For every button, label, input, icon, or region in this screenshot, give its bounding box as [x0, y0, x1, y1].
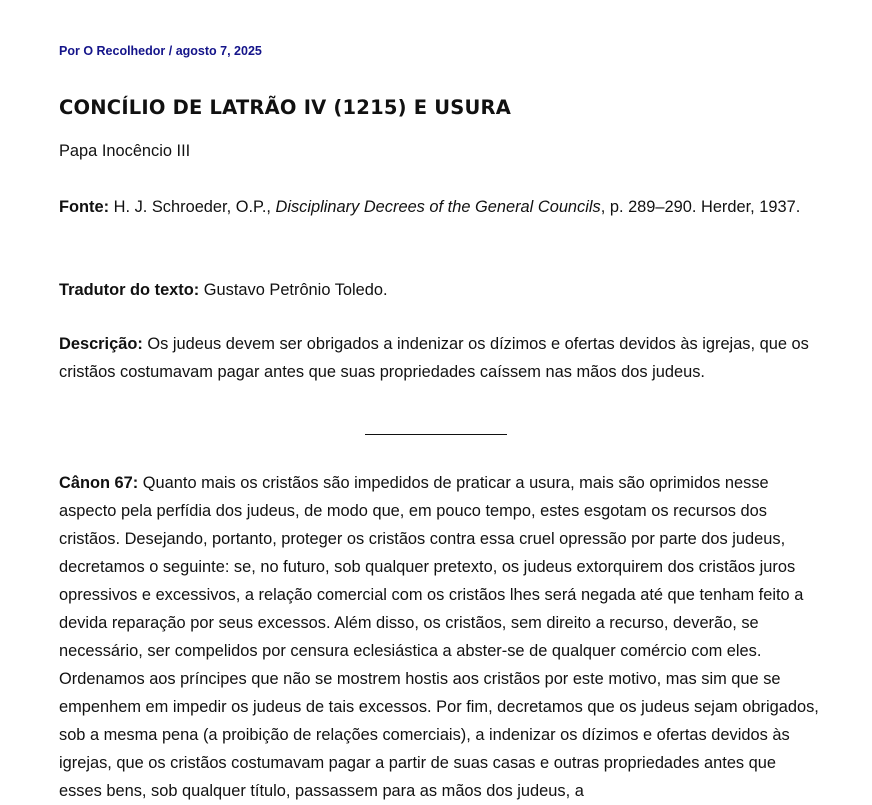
- source-text-after: , p. 289–290. Herder, 1937.: [600, 198, 801, 216]
- canon-text: Quanto mais os cristãos são impedidos de praticar a usura, mais são oprimidos nesse aspecto pela perfídia dos judeus, de modo que, em pouco tempo, estes esgotam os recursos dos cristãos. Desejando, portanto, proteger os cristãos contra essa cruel opressão por parte dos judeus, decretamos o seguinte: se, no futuro, sob qualquer pretexto, os judeus extorquirem dos cristãos juros opressivos e excessivos, a relação comercial com os cristãos lhes será negada até que tenham feito a devida reparação por seus excessos. Além disso, os cristãos, sem direito a recurso, deverão, se necessário, ser compelidos por censura eclesiástica a abster-se de qualquer comércio com eles. Ordenamos aos príncipes que não se mostrem hostis aos cristãos por este motivo, mas sim que se empenhem em impedir os judeus de tais excessos. Por fim, decretamos que os judeus sejam obrigados, sob a mesma pena (a proibição de relações comerciais), a indenizar os dízimos e ofertas devidos às igrejas, que os cristãos costumavam pagar a partir de suas casas e outras propriedades antes que esses bens, sob qualquer título, passassem para as mãos dos judeus, a: [59, 474, 819, 800]
- translator-label: Tradutor do texto:: [59, 281, 200, 299]
- translator-text: Gustavo Petrônio Toledo.: [199, 281, 388, 299]
- byline-prefix: Por: [59, 44, 84, 58]
- source-text-before: H. J. Schroeder, O.P.,: [109, 198, 276, 216]
- byline-separator: /: [165, 44, 176, 58]
- description-label: Descrição:: [59, 335, 143, 353]
- page-title: CONCÍLIO DE LATRÃO IV (1215) E USURA: [59, 96, 512, 119]
- translator-paragraph: [59, 276, 819, 304]
- source-paragraph: [59, 193, 819, 221]
- date-link[interactable]: agosto 7, 2025: [175, 44, 262, 58]
- description-paragraph: [59, 330, 819, 386]
- section-divider: [365, 434, 507, 435]
- description-text: Os judeus devem ser obrigados a indenizar os dízimos e ofertas devidos às igrejas, que os cristãos costumavam pagar antes que suas propriedades caíssem nas mãos dos judeus.: [59, 335, 809, 381]
- author-line: Papa Inocêncio III: [59, 142, 191, 160]
- source-label: Fonte:: [59, 198, 110, 216]
- author-link[interactable]: O Recolhedor: [83, 44, 166, 58]
- canon-label: Cânon 67:: [59, 474, 139, 492]
- canon-paragraph: [59, 469, 819, 805]
- source-book-title: Disciplinary Decrees of the General Councils: [275, 198, 601, 216]
- post-byline: [59, 43, 262, 59]
